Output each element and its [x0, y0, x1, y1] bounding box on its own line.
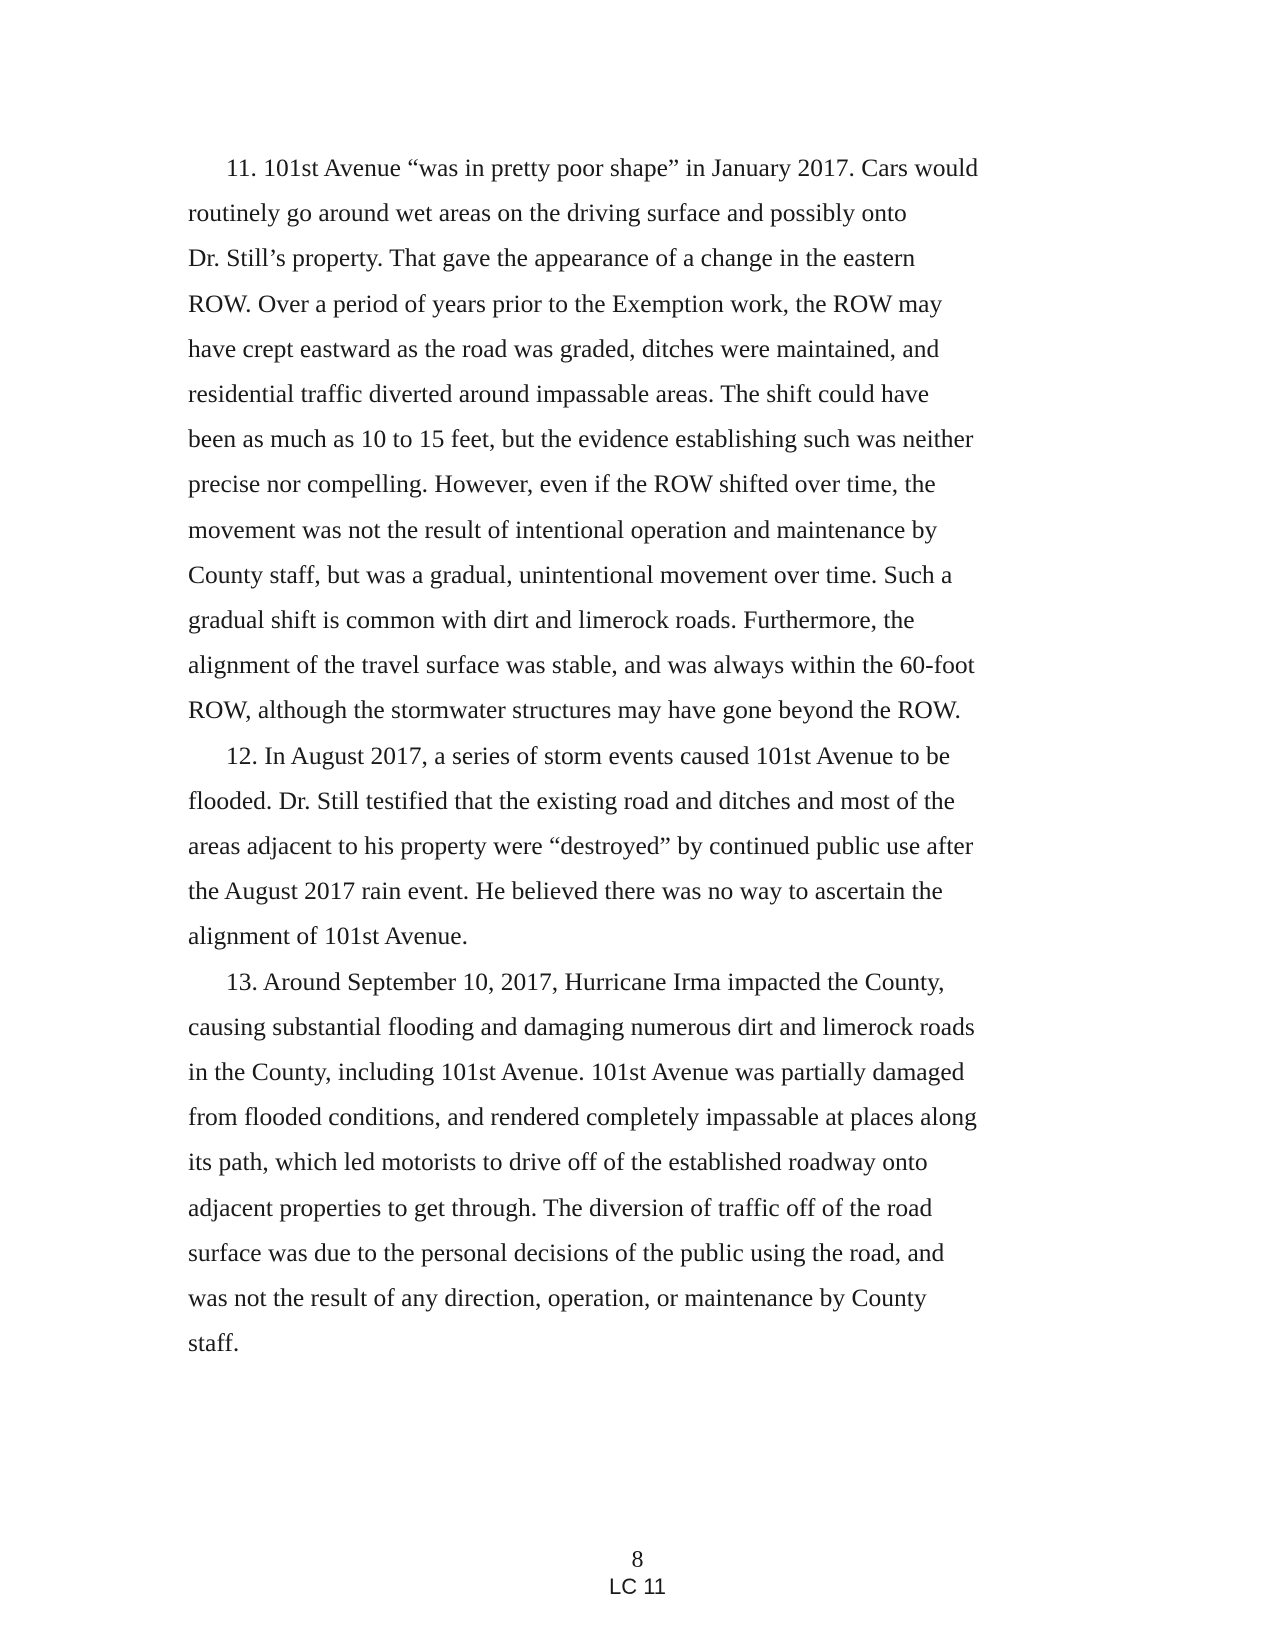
text-line: flooded. Dr. Still testified that the existing road and ditches and most of the [188, 785, 955, 815]
paragraph-13 [188, 959, 1088, 1366]
text-line: movement was not the result of intentional operation and maintenance by [188, 514, 938, 544]
footer-code: LC 11 [608, 1574, 667, 1599]
text-line: been as much as 10 to 15 feet, but the evidence establishing such was neither [188, 424, 974, 454]
page-number: 8 [631, 1547, 644, 1573]
paragraph-11 [188, 145, 1088, 733]
text-line: areas adjacent to his property were “destroyed” by continued public use after [188, 831, 974, 861]
text-line: staff. [188, 1328, 240, 1358]
text-line: 13. Around September 10, 2017, Hurricane Irma impacted the County, [226, 966, 945, 996]
text-line: the August 2017 rain event. He believed there was no way to ascertain the [188, 876, 943, 906]
text-line: causing substantial flooding and damaging numerous dirt and limerock roads [188, 1011, 975, 1041]
text-line: have crept eastward as the road was graded, ditches were maintained, and [188, 333, 940, 363]
text-line: routinely go around wet areas on the driving surface and possibly onto [188, 198, 907, 228]
text-line: precise nor compelling. However, even if the ROW shifted over time, the [188, 469, 936, 499]
text-line: ROW, although the stormwater structures may have gone beyond the ROW. [188, 695, 961, 725]
text-line: alignment of 101st Avenue. [188, 921, 468, 951]
text-line: in the County, including 101st Avenue. 101st Avenue was partially damaged [188, 1057, 965, 1087]
text-line: its path, which led motorists to drive off of the established roadway onto [188, 1147, 928, 1177]
text-line: surface was due to the personal decisions of the public using the road, and [188, 1237, 945, 1267]
text-line: gradual shift is common with dirt and limerock roads. Furthermore, the [188, 605, 915, 635]
text-line: 11. 101st Avenue “was in pretty poor shape” in January 2017. Cars would [226, 153, 979, 182]
text-line: adjacent properties to get through. The diversion of traffic off of the road [188, 1192, 933, 1222]
text-line: from flooded conditions, and rendered completely impassable at places along [188, 1102, 977, 1132]
text-line: residential traffic diverted around impassable areas. The shift could have [188, 379, 930, 409]
text-line: Dr. Still’s property. That gave the appearance of a change in the eastern [188, 243, 916, 273]
text-line: County staff, but was a gradual, unintentional movement over time. Such a [188, 559, 953, 589]
text-line: alignment of the travel surface was stable, and was always within the 60-foot [188, 650, 975, 680]
text-line: ROW. Over a period of years prior to the Exemption work, the ROW may [188, 288, 943, 318]
document-body [188, 145, 1088, 1365]
text-line: 12. In August 2017, a series of storm events caused 101st Avenue to be [226, 740, 951, 770]
paragraph-12 [188, 733, 1088, 959]
text-line: was not the result of any direction, operation, or maintenance by County [188, 1283, 927, 1313]
